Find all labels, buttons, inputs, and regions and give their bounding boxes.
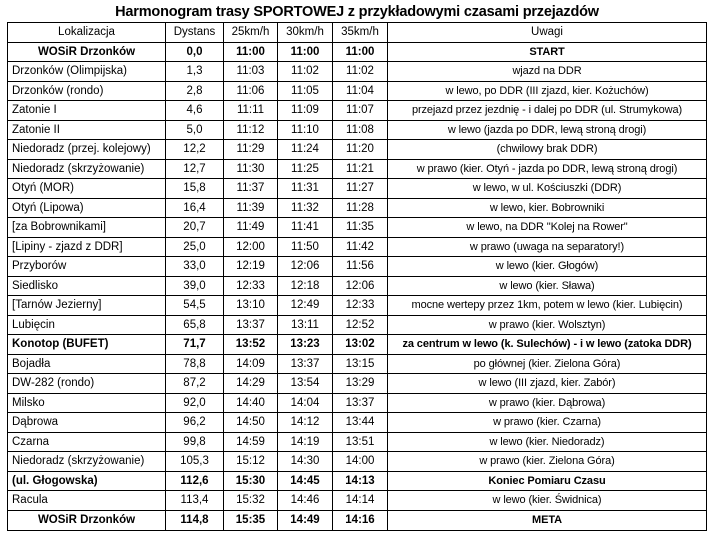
cell-location: Zatonie I <box>8 101 166 121</box>
header-row <box>8 23 707 43</box>
cell-time-25kmh: 13:10 <box>224 296 278 316</box>
table-row <box>8 315 707 335</box>
cell-distance: 112,6 <box>166 471 224 491</box>
cell-distance: 105,3 <box>166 452 224 472</box>
cell-distance: 1,3 <box>166 62 224 82</box>
cell-time-25kmh: 11:49 <box>224 218 278 238</box>
table-row <box>8 354 707 374</box>
cell-time-35kmh: 12:33 <box>333 296 388 316</box>
cell-time-35kmh: 11:42 <box>333 237 388 257</box>
table-row <box>8 491 707 511</box>
cell-distance: 2,8 <box>166 81 224 101</box>
cell-time-30kmh: 14:46 <box>278 491 333 511</box>
cell-time-25kmh: 12:33 <box>224 276 278 296</box>
cell-distance: 20,7 <box>166 218 224 238</box>
cell-note: w lewo, kier. Bobrowniki <box>388 198 707 218</box>
cell-note: w lewo (III zjazd, kier. Zabór) <box>388 374 707 394</box>
cell-note: START <box>388 42 707 62</box>
cell-note: po głównej (kier. Zielona Góra) <box>388 354 707 374</box>
table-row <box>8 510 707 531</box>
cell-location: Drzonków (rondo) <box>8 81 166 101</box>
cell-distance: 16,4 <box>166 198 224 218</box>
cell-time-35kmh: 11:20 <box>333 140 388 160</box>
cell-distance: 12,7 <box>166 159 224 179</box>
cell-time-25kmh: 14:40 <box>224 393 278 413</box>
cell-time-25kmh: 11:12 <box>224 120 278 140</box>
cell-time-30kmh: 13:37 <box>278 354 333 374</box>
cell-location: Niedoradz (skrzyżowanie) <box>8 452 166 472</box>
cell-note: w prawo (kier. Wolsztyn) <box>388 315 707 335</box>
cell-time-30kmh: 14:45 <box>278 471 333 491</box>
cell-note: w prawo (kier. Czarna) <box>388 413 707 433</box>
cell-time-30kmh: 11:31 <box>278 179 333 199</box>
cell-time-25kmh: 11:37 <box>224 179 278 199</box>
cell-time-30kmh: 14:04 <box>278 393 333 413</box>
cell-time-25kmh: 12:19 <box>224 257 278 277</box>
cell-distance: 33,0 <box>166 257 224 277</box>
cell-location: Niedoradz (skrzyżowanie) <box>8 159 166 179</box>
cell-location: DW-282 (rondo) <box>8 374 166 394</box>
cell-time-25kmh: 11:29 <box>224 140 278 160</box>
cell-time-25kmh: 11:03 <box>224 62 278 82</box>
cell-time-25kmh: 14:29 <box>224 374 278 394</box>
cell-time-35kmh: 12:52 <box>333 315 388 335</box>
cell-time-25kmh: 12:00 <box>224 237 278 257</box>
header-25kmh: 25km/h <box>224 23 278 43</box>
cell-location: Czarna <box>8 432 166 452</box>
cell-time-25kmh: 14:59 <box>224 432 278 452</box>
cell-time-35kmh: 11:02 <box>333 62 388 82</box>
cell-time-35kmh: 14:13 <box>333 471 388 491</box>
cell-distance: 12,2 <box>166 140 224 160</box>
cell-note: przejazd przez jezdnię - i dalej po DDR (ul. Strumykowa) <box>388 101 707 121</box>
cell-time-30kmh: 14:49 <box>278 510 333 531</box>
cell-location: Konotop (BUFET) <box>8 335 166 355</box>
cell-time-30kmh: 11:00 <box>278 42 333 62</box>
cell-time-30kmh: 13:23 <box>278 335 333 355</box>
cell-time-35kmh: 11:04 <box>333 81 388 101</box>
cell-time-35kmh: 13:29 <box>333 374 388 394</box>
cell-time-25kmh: 15:35 <box>224 510 278 531</box>
cell-note: w lewo (kier. Sława) <box>388 276 707 296</box>
cell-note: w lewo (kier. Niedoradz) <box>388 432 707 452</box>
cell-location: Otyń (Lipowa) <box>8 198 166 218</box>
header-lokalizacja: Lokalizacja <box>8 23 166 43</box>
cell-time-35kmh: 14:00 <box>333 452 388 472</box>
table-row <box>8 432 707 452</box>
cell-location: WOSiR Drzonków <box>8 510 166 531</box>
cell-location: Racula <box>8 491 166 511</box>
cell-note: mocne wertepy przez 1km, potem w lewo (kier. Lubięcin) <box>388 296 707 316</box>
cell-time-35kmh: 13:44 <box>333 413 388 433</box>
cell-time-25kmh: 13:52 <box>224 335 278 355</box>
header-35kmh: 35km/h <box>333 23 388 43</box>
cell-distance: 71,7 <box>166 335 224 355</box>
cell-time-30kmh: 12:18 <box>278 276 333 296</box>
cell-distance: 92,0 <box>166 393 224 413</box>
cell-time-30kmh: 13:54 <box>278 374 333 394</box>
table-row <box>8 62 707 82</box>
cell-time-30kmh: 11:24 <box>278 140 333 160</box>
cell-time-25kmh: 15:12 <box>224 452 278 472</box>
cell-time-30kmh: 11:32 <box>278 198 333 218</box>
cell-note: META <box>388 510 707 531</box>
cell-time-25kmh: 15:30 <box>224 471 278 491</box>
schedule-table <box>7 22 707 531</box>
cell-note: w lewo, po DDR (III zjazd, kier. Kożuchów) <box>388 81 707 101</box>
cell-location: [za Bobrownikami] <box>8 218 166 238</box>
table-row <box>8 198 707 218</box>
cell-note: w lewo, w ul. Kościuszki (DDR) <box>388 179 707 199</box>
cell-note: wjazd na DDR <box>388 62 707 82</box>
cell-location: (ul. Głogowska) <box>8 471 166 491</box>
cell-note: w prawo (kier. Zielona Góra) <box>388 452 707 472</box>
cell-time-35kmh: 11:08 <box>333 120 388 140</box>
table-row <box>8 140 707 160</box>
cell-distance: 87,2 <box>166 374 224 394</box>
cell-time-35kmh: 11:35 <box>333 218 388 238</box>
cell-location: Zatonie II <box>8 120 166 140</box>
cell-time-30kmh: 11:50 <box>278 237 333 257</box>
cell-note: (chwilowy brak DDR) <box>388 140 707 160</box>
header-30kmh: 30km/h <box>278 23 333 43</box>
cell-location: [Lipiny - zjazd z DDR] <box>8 237 166 257</box>
cell-location: Siedlisko <box>8 276 166 296</box>
cell-time-30kmh: 11:10 <box>278 120 333 140</box>
cell-note: w prawo (kier. Otyń - jazda po DDR, lewą stroną drogi) <box>388 159 707 179</box>
cell-time-25kmh: 11:11 <box>224 101 278 121</box>
table-row <box>8 257 707 277</box>
cell-distance: 4,6 <box>166 101 224 121</box>
cell-location: Niedoradz (przej. kolejowy) <box>8 140 166 160</box>
cell-time-35kmh: 11:56 <box>333 257 388 277</box>
cell-time-25kmh: 15:32 <box>224 491 278 511</box>
cell-distance: 96,2 <box>166 413 224 433</box>
cell-distance: 39,0 <box>166 276 224 296</box>
header-dystans: Dystans <box>166 23 224 43</box>
table-row <box>8 120 707 140</box>
cell-time-30kmh: 14:19 <box>278 432 333 452</box>
document-title: Harmonogram trasy SPORTOWEJ z przykładowymi czasami przejazdów <box>115 4 599 20</box>
cell-note: Koniec Pomiaru Czasu <box>388 471 707 491</box>
cell-time-35kmh: 13:02 <box>333 335 388 355</box>
cell-time-30kmh: 14:30 <box>278 452 333 472</box>
cell-location: Milsko <box>8 393 166 413</box>
cell-note: w prawo (kier. Dąbrowa) <box>388 393 707 413</box>
cell-location: Przyborów <box>8 257 166 277</box>
table-row <box>8 42 707 62</box>
table-row <box>8 179 707 199</box>
cell-note: w lewo (kier. Głogów) <box>388 257 707 277</box>
cell-time-30kmh: 12:49 <box>278 296 333 316</box>
cell-time-30kmh: 13:11 <box>278 315 333 335</box>
cell-time-25kmh: 11:39 <box>224 198 278 218</box>
table-row <box>8 413 707 433</box>
cell-time-30kmh: 11:02 <box>278 62 333 82</box>
cell-location: Otyń (MOR) <box>8 179 166 199</box>
cell-time-35kmh: 12:06 <box>333 276 388 296</box>
table-row <box>8 101 707 121</box>
cell-distance: 99,8 <box>166 432 224 452</box>
table-row <box>8 218 707 238</box>
cell-time-25kmh: 14:09 <box>224 354 278 374</box>
cell-note: w prawo (uwaga na separatory!) <box>388 237 707 257</box>
cell-location: Lubięcin <box>8 315 166 335</box>
cell-location: Dąbrowa <box>8 413 166 433</box>
cell-time-35kmh: 11:21 <box>333 159 388 179</box>
cell-time-35kmh: 11:27 <box>333 179 388 199</box>
cell-time-30kmh: 11:05 <box>278 81 333 101</box>
cell-time-35kmh: 11:07 <box>333 101 388 121</box>
cell-distance: 25,0 <box>166 237 224 257</box>
cell-time-30kmh: 11:09 <box>278 101 333 121</box>
cell-time-25kmh: 11:30 <box>224 159 278 179</box>
cell-distance: 114,8 <box>166 510 224 531</box>
cell-location: Bojadła <box>8 354 166 374</box>
cell-time-30kmh: 11:41 <box>278 218 333 238</box>
header-uwagi: Uwagi <box>388 23 707 43</box>
cell-time-35kmh: 11:28 <box>333 198 388 218</box>
table-row <box>8 393 707 413</box>
cell-time-25kmh: 11:06 <box>224 81 278 101</box>
cell-location: Drzonków (Olimpijska) <box>8 62 166 82</box>
cell-time-25kmh: 14:50 <box>224 413 278 433</box>
cell-time-35kmh: 14:16 <box>333 510 388 531</box>
cell-time-35kmh: 14:14 <box>333 491 388 511</box>
cell-time-35kmh: 13:51 <box>333 432 388 452</box>
table-row <box>8 452 707 472</box>
cell-distance: 5,0 <box>166 120 224 140</box>
table-row <box>8 374 707 394</box>
cell-distance: 65,8 <box>166 315 224 335</box>
cell-distance: 15,8 <box>166 179 224 199</box>
cell-time-35kmh: 13:37 <box>333 393 388 413</box>
cell-note: w lewo, na DDR "Kolej na Rower" <box>388 218 707 238</box>
cell-time-25kmh: 13:37 <box>224 315 278 335</box>
table-row <box>8 237 707 257</box>
cell-time-35kmh: 11:00 <box>333 42 388 62</box>
cell-time-35kmh: 13:15 <box>333 354 388 374</box>
cell-location: [Tarnów Jezierny] <box>8 296 166 316</box>
cell-location: WOSiR Drzonków <box>8 42 166 62</box>
cell-note: za centrum w lewo (k. Sulechów) - i w lewo (zatoka DDR) <box>388 335 707 355</box>
cell-distance: 78,8 <box>166 354 224 374</box>
table-row <box>8 296 707 316</box>
table-row <box>8 335 707 355</box>
cell-note: w lewo (jazda po DDR, lewą stroną drogi) <box>388 120 707 140</box>
table-row <box>8 159 707 179</box>
cell-time-30kmh: 11:25 <box>278 159 333 179</box>
table-row <box>8 81 707 101</box>
table-row <box>8 471 707 491</box>
cell-time-30kmh: 14:12 <box>278 413 333 433</box>
cell-note: w lewo (kier. Świdnica) <box>388 491 707 511</box>
table-row <box>8 276 707 296</box>
cell-distance: 0,0 <box>166 42 224 62</box>
cell-time-25kmh: 11:00 <box>224 42 278 62</box>
cell-distance: 54,5 <box>166 296 224 316</box>
cell-distance: 113,4 <box>166 491 224 511</box>
cell-time-30kmh: 12:06 <box>278 257 333 277</box>
